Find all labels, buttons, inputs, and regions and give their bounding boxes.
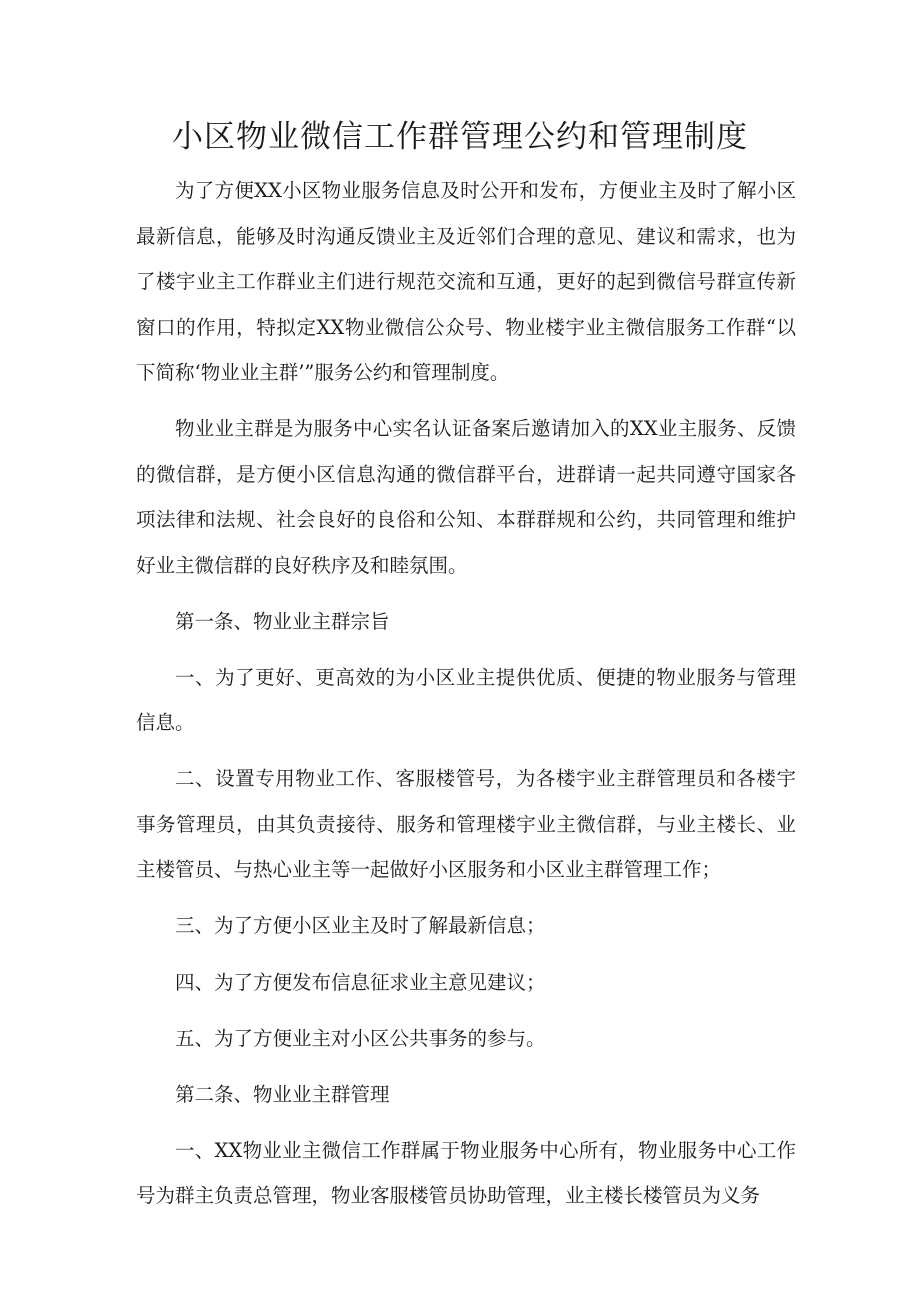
article-two-item-1: 一、XX物业业主微信工作群属于物业服务中心所有，物业服务中心工作号为群主负责总管理，物业客服楼管员协助管理，业主楼长楼管员为义务: [136, 1138, 796, 1208]
article-one-item-4: 四、为了方便发布信息征求业主意见建议；: [175, 970, 546, 994]
article-two-heading: 第二条、物业业主群管理: [175, 1082, 390, 1106]
article-one-heading: 第一条、物业业主群宗旨: [175, 609, 390, 633]
document-body: [136, 168, 796, 1229]
article-one-item-1: 一、为了更好、更高效的为小区业主提供优质、便捷的物业服务与管理信息。: [136, 665, 796, 735]
intro-paragraph: 为了方便XX小区物业服务信息及时公开和发布，方便业主及时了解小区最新信息，能够及时沟通反馈业主及近邻们合理的意见、建议和需求，也为了楼宇业主工作群业主们进行规范交流和互通，更好的起到微信号群宣传新窗口的作用，特拟定XX物业微信公众号、物业楼宇业主微信服务工作群“以下简称‘物业业主群’”服务公约和管理制度。: [136, 179, 796, 384]
article-one-item-3: 三、为了方便小区业主及时了解最新信息；: [175, 914, 546, 938]
document-title: 小区物业微信工作群管理公约和管理制度: [172, 119, 748, 155]
article-one-item-5: 五、为了方便业主对小区公共事务的参与。: [175, 1026, 546, 1050]
group-definition-paragraph: 物业业主群是为服务中心实名认证备案后邀请加入的XX业主服务、反馈的微信群，是方便小区信息沟通的微信群平台，进群请一起共同遵守国家各项法律和法规、社会良好的良俗和公知、本群群规和公约，共同管理和维护好业主微信群的良好秩序及和睦氛围。: [136, 417, 796, 577]
article-one-item-2: 二、设置专用物业工作、客服楼管号，为各楼宇业主群管理员和各楼宇事务管理员，由其负责接待、服务和管理楼宇业主微信群，与业主楼长、业主楼管员、与热心业主等一起做好小区服务和小区业主群管理工作；: [136, 767, 796, 882]
